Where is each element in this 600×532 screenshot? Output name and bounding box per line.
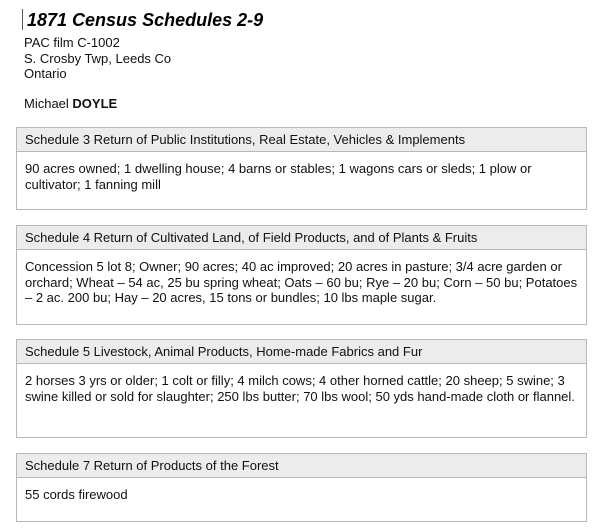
page-title: 1871 Census Schedules 2-9 [27, 10, 264, 30]
schedule-4-body[interactable]: Concession 5 lot 8; Owner; 90 acres; 40 ac improved; 20 acres in pasture; 3/4 acre garden or orchard; Wheat – 54 ac, 25 bu spring wheat; Oats – 60 bu; Rye – 20 bu; Corn – 50 bu; Potatoes – 2 ac. 200 bu; Hay – 20 acres, 15 tons or bundles; 10 lbs maple sugar. [25, 259, 578, 305]
schedule-4-table [16, 225, 587, 325]
info-line-township: S. Crosby Twp, Leeds Co [24, 50, 172, 66]
schedule-5-body[interactable]: 2 horses 3 yrs or older; 1 colt or filly; 4 milch cows; 4 other horned cattle; 20 sheep; 5 swine; 3 swine killed or sold for slaughter; 250 lbs butter; 70 lbs wool; 50 yds hand-made cloth or flannel. [25, 373, 575, 404]
schedule-3-body[interactable]: 90 acres owned; 1 dwelling house; 4 barns or stables; 1 wagons cars or sleds; 1 plow or cultivator; 1 fanning mill [25, 161, 532, 192]
person-last-name: DOYLE [72, 96, 118, 111]
schedule-4-heading: Schedule 4 Return of Cultivated Land, of Field Products, and of Plants & Fruits [17, 226, 586, 250]
schedule-3-heading: Schedule 3 Return of Public Institutions, Real Estate, Vehicles & Implements [17, 128, 586, 152]
person-name [24, 96, 117, 112]
schedule-7-table [16, 453, 587, 522]
schedule-3-table [16, 127, 587, 210]
person-first-name: Michael [24, 96, 69, 111]
info-line-province: Ontario [24, 66, 67, 81]
text-cursor [22, 9, 23, 30]
schedule-7-heading: Schedule 7 Return of Products of the Forest [17, 454, 586, 478]
film-info [24, 35, 171, 82]
schedule-7-body[interactable]: 55 cords firewood [25, 487, 128, 502]
schedule-5-table [16, 339, 587, 438]
info-line-film: PAC film C-1002 [24, 35, 120, 50]
schedule-5-heading: Schedule 5 Livestock, Animal Products, Home-made Fabrics and Fur [17, 340, 586, 364]
